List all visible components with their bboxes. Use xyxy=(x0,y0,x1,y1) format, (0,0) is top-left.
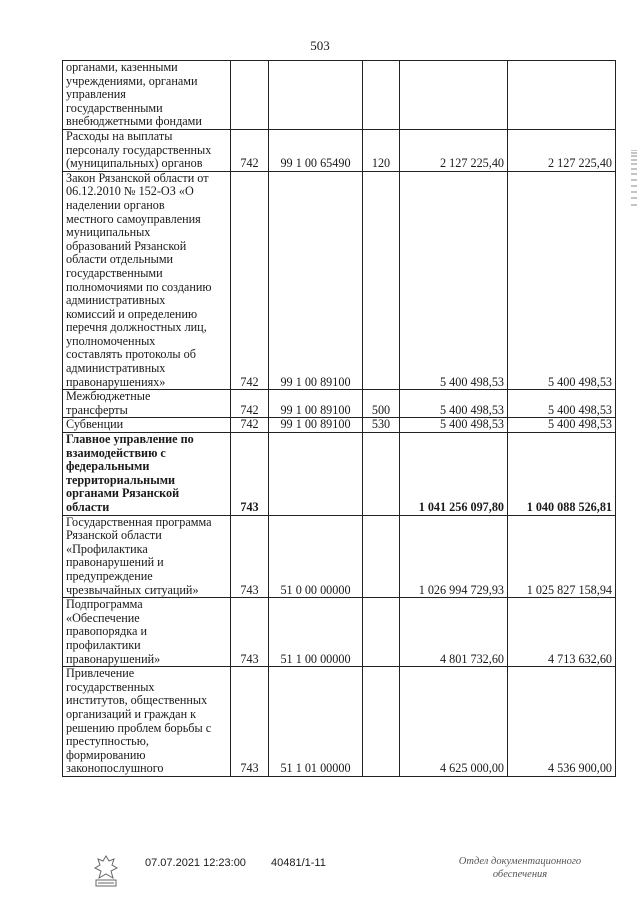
cell-sum2: 5 400 498,53 xyxy=(508,390,616,418)
page-footer xyxy=(0,853,640,893)
row-name-line: территориальными xyxy=(66,472,176,487)
cell-csr xyxy=(269,433,363,516)
cell-vr xyxy=(363,515,400,598)
row-name xyxy=(63,171,231,390)
cell-ved: 742 xyxy=(231,129,269,171)
cell-ved: 743 xyxy=(231,515,269,598)
page-number: 503 xyxy=(310,38,330,53)
row-name-line: полномочиями по созданию xyxy=(66,279,212,294)
row-name-line: Главное управление по xyxy=(66,432,194,447)
table-row xyxy=(63,515,616,598)
table-row xyxy=(63,129,616,171)
row-name-line: Государственная программа xyxy=(66,515,212,529)
row-name-line: учреждениями, органами xyxy=(66,73,198,88)
cell-sum2: 5 400 498,53 xyxy=(508,171,616,390)
table-row xyxy=(63,390,616,418)
cell-ved: 742 xyxy=(231,418,269,433)
row-name-line: комиссий и определению xyxy=(66,306,198,321)
row-name xyxy=(63,598,231,667)
table-row xyxy=(63,433,616,516)
cell-vr: 530 xyxy=(363,418,400,433)
cell-sum2: 1 040 088 526,81 xyxy=(508,433,616,516)
cell-ved: 743 xyxy=(231,433,269,516)
row-name-line: Рязанской области xyxy=(66,528,162,543)
row-name xyxy=(63,515,231,598)
cell-sum1 xyxy=(400,61,508,130)
cell-ved: 742 xyxy=(231,390,269,418)
cell-sum2: 4 713 632,60 xyxy=(508,598,616,667)
row-name-line: наделении органов xyxy=(66,197,165,212)
row-name-line: федеральными xyxy=(66,459,150,474)
row-name-line: законопослушного xyxy=(66,761,164,776)
footer-department-line: Отдел документационного xyxy=(458,856,582,867)
emblem-icon xyxy=(92,853,120,889)
cell-vr: 500 xyxy=(363,390,400,418)
footer-doc-number: 40481/1-11 xyxy=(271,857,326,869)
cell-ved: 743 xyxy=(231,598,269,667)
row-name-line: профилактики xyxy=(66,637,141,652)
footer-department-stamp xyxy=(445,855,595,881)
row-name-line: 06.12.2010 № 152-ОЗ «О xyxy=(66,184,194,199)
cell-csr: 51 0 00 00000 xyxy=(269,515,363,598)
cell-sum1: 5 400 498,53 xyxy=(400,171,508,390)
budget-table xyxy=(62,60,616,777)
cell-ved xyxy=(231,61,269,130)
row-name-line: Субвенции xyxy=(66,417,124,432)
cell-vr: 120 xyxy=(363,129,400,171)
row-name-line: административных xyxy=(66,293,166,308)
cell-sum2: 1 025 827 158,94 xyxy=(508,515,616,598)
cell-vr xyxy=(363,667,400,777)
row-name-line: образований Рязанской xyxy=(66,238,187,253)
row-name-line: Межбюджетные xyxy=(66,389,151,404)
cell-sum1: 4 625 000,00 xyxy=(400,667,508,777)
row-name-line: «Профилактика xyxy=(66,541,148,556)
row-name-line: Расходы на выплаты xyxy=(66,129,173,143)
row-name-line: правонарушений и xyxy=(66,555,164,570)
footer-datetime: 07.07.2021 12:23:00 xyxy=(145,857,246,869)
cell-sum2: 2 127 225,40 xyxy=(508,129,616,171)
cell-vr xyxy=(363,171,400,390)
row-name-line: муниципальных xyxy=(66,225,151,240)
table-row xyxy=(63,61,616,130)
row-name-line: (муниципальных) органов xyxy=(66,156,203,171)
row-name-line: административных xyxy=(66,361,166,376)
row-name-line: предупреждение xyxy=(66,568,153,583)
row-name-line: Привлечение xyxy=(66,666,135,681)
cell-csr: 99 1 00 65490 xyxy=(269,129,363,171)
row-name-line: составлять протоколы об xyxy=(66,347,196,362)
row-name-line: трансферты xyxy=(66,402,128,417)
cell-csr: 51 1 01 00000 xyxy=(269,667,363,777)
cell-sum1: 5 400 498,53 xyxy=(400,418,508,433)
row-name-line: органами, казенными xyxy=(66,60,178,74)
cell-csr: 99 1 00 89100 xyxy=(269,390,363,418)
row-name-line: преступностью, xyxy=(66,734,149,749)
cell-sum1: 1 026 994 729,93 xyxy=(400,515,508,598)
cell-sum2: 5 400 498,53 xyxy=(508,418,616,433)
row-name-line: Подпрограмма xyxy=(66,597,143,612)
row-name-line: взаимодействию с xyxy=(66,445,166,460)
table-row xyxy=(63,667,616,777)
cell-sum2 xyxy=(508,61,616,130)
row-name xyxy=(63,390,231,418)
cell-csr: 99 1 00 89100 xyxy=(269,418,363,433)
cell-sum1: 4 801 732,60 xyxy=(400,598,508,667)
cell-sum1: 1 041 256 097,80 xyxy=(400,433,508,516)
row-name-line: государственных xyxy=(66,679,155,694)
row-name-line: решению проблем борьбы с xyxy=(66,720,212,735)
table-row xyxy=(63,171,616,390)
row-name xyxy=(63,61,231,130)
row-name-line: управления xyxy=(66,87,126,102)
row-name-line: органами Рязанской xyxy=(66,486,180,501)
row-name-line: перечня должностных лиц, xyxy=(66,320,207,335)
scan-edge-marks xyxy=(630,150,638,210)
cell-vr xyxy=(363,61,400,130)
table-row xyxy=(63,598,616,667)
cell-sum1: 5 400 498,53 xyxy=(400,390,508,418)
row-name-line: Закон Рязанской области от xyxy=(66,171,209,185)
row-name-line: правонарушений» xyxy=(66,651,161,666)
cell-ved: 743 xyxy=(231,667,269,777)
row-name-line: области xyxy=(66,500,110,514)
row-name-line: институтов, общественных xyxy=(66,693,208,708)
budget-table-body xyxy=(63,61,616,777)
cell-vr xyxy=(363,433,400,516)
cell-vr xyxy=(363,598,400,667)
row-name-line: правопорядка и xyxy=(66,624,148,639)
cell-csr: 99 1 00 89100 xyxy=(269,171,363,390)
cell-csr xyxy=(269,61,363,130)
row-name xyxy=(63,129,231,171)
row-name-line: «Обеспечение xyxy=(66,610,140,625)
row-name-line: внебюджетными фондами xyxy=(66,114,202,129)
row-name xyxy=(63,418,231,433)
row-name-line: местного самоуправления xyxy=(66,211,201,226)
cell-csr: 51 1 00 00000 xyxy=(269,598,363,667)
cell-sum1: 2 127 225,40 xyxy=(400,129,508,171)
cell-ved: 742 xyxy=(231,171,269,390)
row-name-line: государственными xyxy=(66,265,163,280)
row-name-line: чрезвычайных ситуаций» xyxy=(66,582,199,597)
row-name-line: правонарушениях» xyxy=(66,374,166,389)
row-name-line: области отдельными xyxy=(66,252,174,267)
table-row xyxy=(63,418,616,433)
row-name-line: персоналу государственных xyxy=(66,142,212,157)
row-name-line: уполномоченных xyxy=(66,333,156,348)
row-name-line: формированию xyxy=(66,747,146,762)
row-name-line: государственными xyxy=(66,100,163,115)
row-name-line: организаций и граждан к xyxy=(66,706,197,721)
footer-department-line: обеспечения xyxy=(492,869,548,880)
row-name xyxy=(63,667,231,777)
row-name xyxy=(63,433,231,516)
cell-sum2: 4 536 900,00 xyxy=(508,667,616,777)
